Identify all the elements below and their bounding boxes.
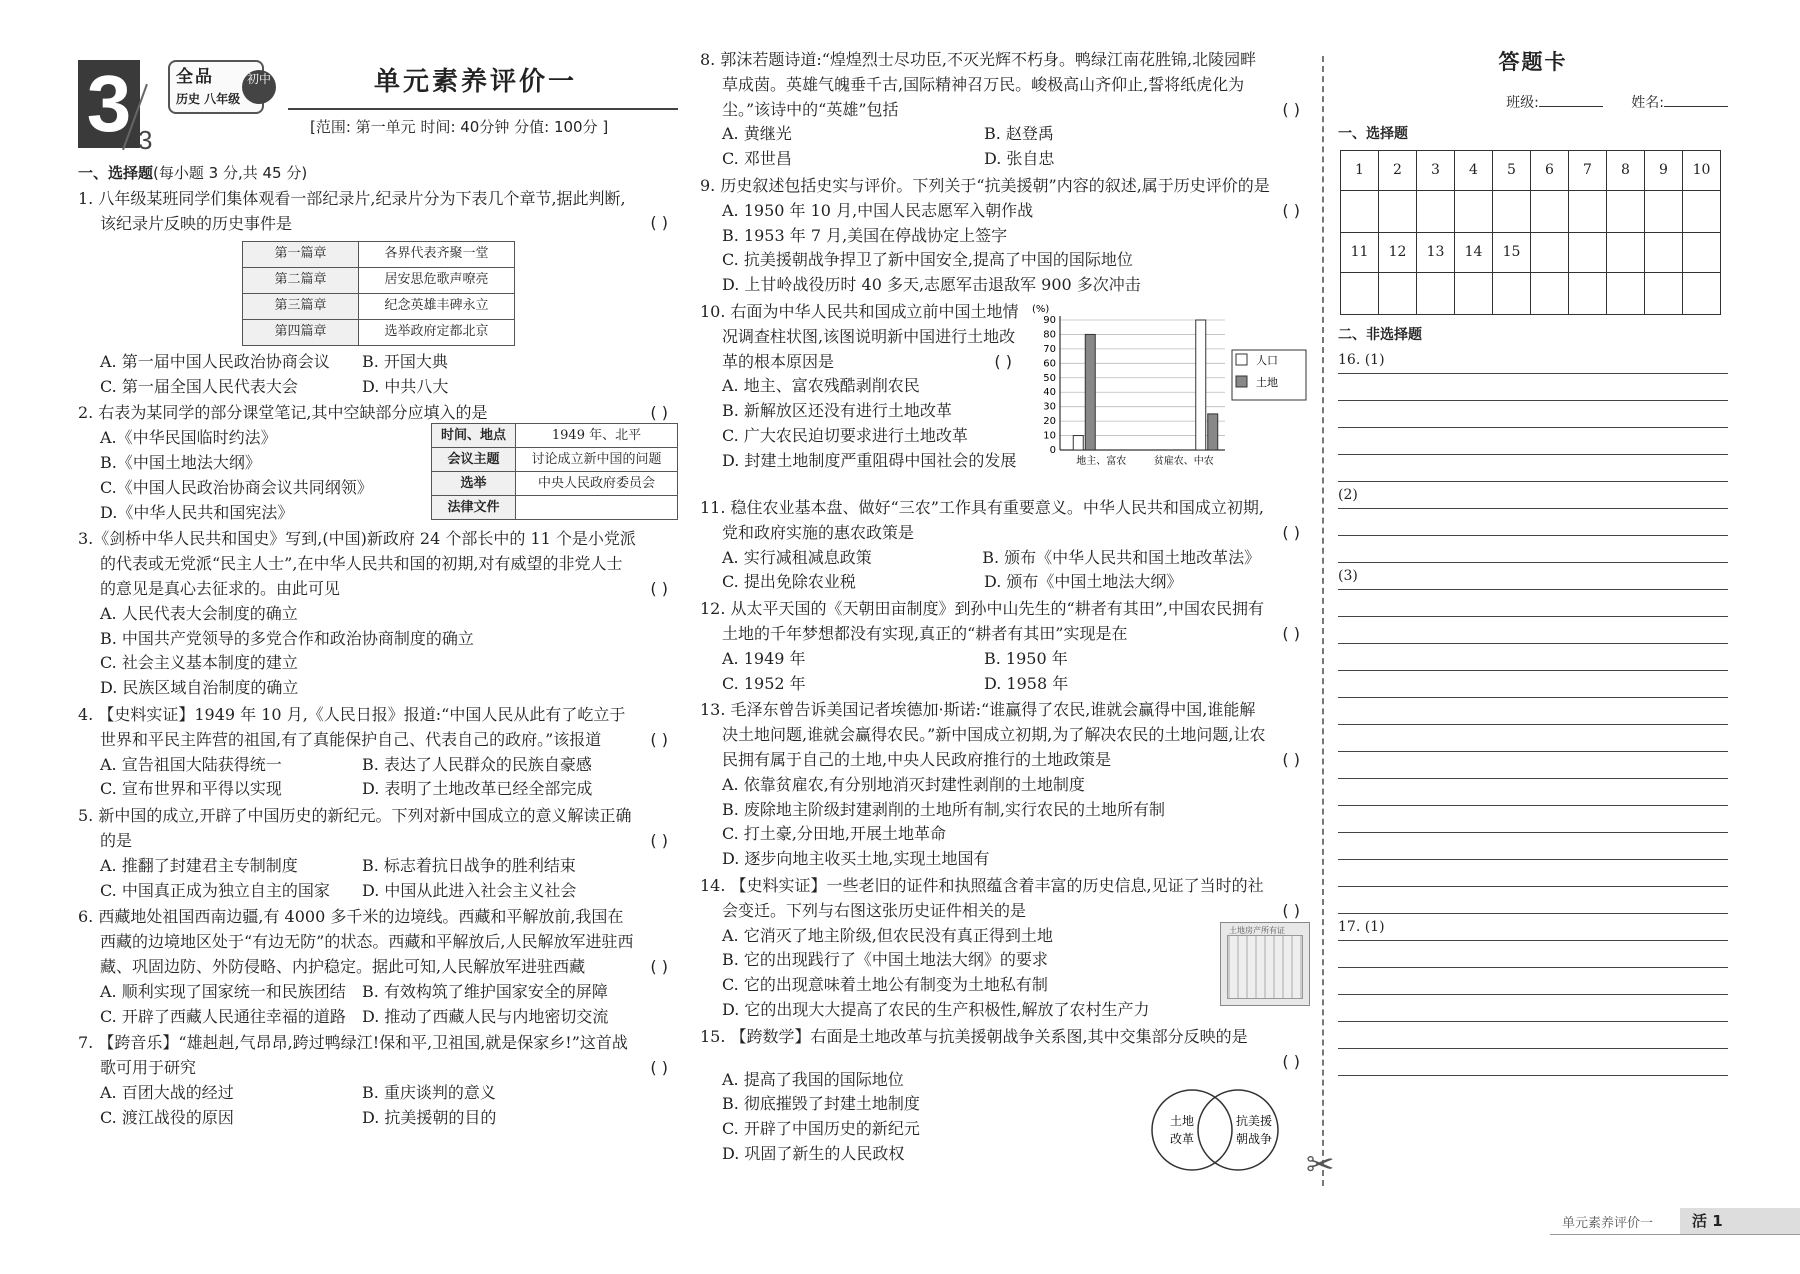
option-c[interactable]: C. 开辟了中国历史的新纪元 bbox=[722, 1119, 920, 1139]
option-b[interactable]: B. 彻底摧毁了封建土地制度 bbox=[722, 1094, 920, 1114]
option-b[interactable]: B. 中国共产党领导的多党合作和政治协商制度的确立 bbox=[100, 628, 474, 648]
answer-line[interactable] bbox=[1338, 590, 1728, 617]
answer-line[interactable] bbox=[1338, 968, 1728, 995]
question-number-cell: 4 bbox=[1455, 150, 1493, 190]
answer-cell[interactable] bbox=[1493, 190, 1531, 232]
answer-paren: ( ) bbox=[650, 403, 668, 423]
option-c[interactable]: C. 开辟了西藏人民通往幸福的道路 bbox=[100, 1006, 346, 1026]
header bbox=[78, 40, 678, 160]
option-b[interactable]: B. 有效构筑了维护国家安全的屏障 bbox=[362, 981, 608, 1001]
option-a[interactable]: A. 第一届中国人民政治协商会议 bbox=[100, 351, 330, 371]
options bbox=[700, 773, 1310, 872]
options bbox=[700, 546, 1310, 596]
page-number: 活 1 bbox=[1680, 1208, 1800, 1234]
option-b[interactable]: B. 1953 年 7 月,美国在停战协定上签字 bbox=[722, 225, 1008, 245]
answer-line[interactable] bbox=[1338, 752, 1728, 779]
option-a[interactable]: A. 1950 年 10 月,中国人民志愿军入朝作战 bbox=[722, 200, 1034, 220]
answer-paren: ( ) bbox=[1282, 1051, 1300, 1071]
brand-tag: 初中 bbox=[242, 70, 276, 104]
answer-line[interactable] bbox=[1338, 455, 1728, 482]
answer-cell[interactable] bbox=[1417, 272, 1455, 314]
options bbox=[78, 1081, 678, 1131]
option-d[interactable]: D. 张自忠 bbox=[984, 149, 1055, 169]
option-d[interactable]: D. 它的出现大大提高了农民的生产积极性,解放了农村生产力 bbox=[722, 999, 1150, 1019]
answer-line[interactable] bbox=[1338, 644, 1728, 671]
question-number-cell: 12 bbox=[1379, 232, 1417, 272]
answer-cell[interactable] bbox=[1417, 190, 1455, 232]
exam-scope: [范围: 第一单元 时间: 40分钟 分值: 100分 ] bbox=[310, 118, 609, 136]
certificate-caption: 土地房产所有证 bbox=[1229, 925, 1285, 935]
question-stem: 9. 历史叙述包括史实与评价。下列关于“抗美援朝”内容的叙述,属于历史评价的是 bbox=[700, 175, 1270, 195]
answer-paren: ( ) bbox=[650, 213, 668, 233]
land-certificate-image bbox=[1220, 922, 1310, 1006]
options bbox=[700, 122, 1310, 172]
certificate-body bbox=[1227, 935, 1303, 999]
notes-table bbox=[431, 423, 678, 520]
chapter-table bbox=[242, 241, 515, 346]
venn-left-label-2: 改革 bbox=[1170, 1131, 1195, 1146]
number-row bbox=[1341, 150, 1721, 190]
question-number-cell: 13 bbox=[1417, 232, 1455, 272]
brand-sub: 历史 八年级 bbox=[176, 92, 241, 106]
unit-sub: 3 bbox=[138, 125, 153, 155]
answer-paren: ( ) bbox=[1282, 624, 1300, 644]
option-a[interactable]: A. 提高了我国的国际地位 bbox=[722, 1069, 904, 1089]
option-b[interactable]: B. 新解放区还没有进行土地改革 bbox=[722, 401, 952, 421]
option-a[interactable]: A. 依靠贫雇农,有分别地消灭封建性剥削的土地制度 bbox=[722, 774, 1085, 794]
answer-row bbox=[1341, 190, 1721, 232]
option-b[interactable]: B. 废除地主阶级封建剥削的土地所有制,实行农民的土地所有制 bbox=[722, 799, 1166, 819]
y-tick-label: 50 bbox=[1043, 372, 1056, 384]
table-cell: 会议主题 bbox=[432, 448, 516, 472]
table-cell: 选举 bbox=[432, 472, 516, 496]
student-info bbox=[1338, 93, 1728, 115]
answer-cell[interactable] bbox=[1569, 272, 1607, 314]
question-number-cell: 6 bbox=[1531, 150, 1569, 190]
question-5 bbox=[78, 804, 678, 903]
question-3 bbox=[78, 527, 678, 701]
question-number-cell: 5 bbox=[1493, 150, 1531, 190]
option-b[interactable]: B. 1950 年 bbox=[984, 648, 1068, 668]
option-c[interactable]: C. 1952 年 bbox=[722, 673, 806, 693]
question-12 bbox=[700, 597, 1310, 696]
footer-rule bbox=[1550, 1234, 1800, 1235]
question-7 bbox=[78, 1031, 678, 1130]
answer-line[interactable] bbox=[1338, 536, 1728, 563]
answer-paren: ( ) bbox=[1282, 200, 1300, 220]
bar-土地 bbox=[1208, 414, 1218, 450]
name-label: 姓名: bbox=[1631, 94, 1664, 111]
legend-label: 土地 bbox=[1256, 375, 1278, 389]
option-a[interactable]: A. 它消灭了地主阶级,但农民没有真正得到土地 bbox=[722, 925, 1053, 945]
answer-paren: ( ) bbox=[650, 579, 668, 599]
question-stem: 8. 郭沫若题诗道:“煌煌烈士尽功臣,不灭光辉不朽身。鸭绿江南花胜锦,北陵园畔草成茵。英雄气魄垂千古,国际精神召万民。峻极高山齐仰止,誓将纸虎化为尘。”该诗中的“英雄”包括 bbox=[700, 50, 1257, 119]
y-tick-label: 90 bbox=[1043, 314, 1056, 326]
section-title: 一、选择题 bbox=[78, 164, 154, 182]
answer-line[interactable] bbox=[1338, 995, 1728, 1022]
answer-paren: ( ) bbox=[994, 351, 1012, 371]
answer-line[interactable] bbox=[1338, 428, 1728, 455]
venn-diagram bbox=[1140, 1085, 1290, 1175]
answer-line[interactable] bbox=[1338, 1049, 1728, 1076]
option-a[interactable]: A. 百团大战的经过 bbox=[100, 1082, 234, 1102]
x-tick-label: 贫雇农、中农 bbox=[1153, 455, 1214, 467]
table-row bbox=[243, 293, 515, 319]
question-number-cell: 8 bbox=[1607, 150, 1645, 190]
question-number-cell: 2 bbox=[1379, 150, 1417, 190]
card-section-open: 二、非选择题 bbox=[1338, 326, 1422, 343]
option-d[interactable]: D. 民族区域自治制度的确立 bbox=[100, 678, 299, 698]
card-section-choice: 一、选择题 bbox=[1338, 126, 1408, 143]
answer-line[interactable] bbox=[1338, 833, 1728, 860]
option-c[interactable]: C. 宣布世界和平得以实现 bbox=[100, 779, 282, 799]
question-number-cell: 1 bbox=[1341, 150, 1379, 190]
venn-left-circle bbox=[1152, 1090, 1232, 1170]
table-cell: 选举政府定都北京 bbox=[359, 319, 515, 345]
table-cell: 第四篇章 bbox=[243, 319, 359, 345]
y-tick-label: 20 bbox=[1043, 416, 1056, 428]
answer-cell[interactable] bbox=[1607, 272, 1645, 314]
answer-line[interactable] bbox=[1338, 509, 1728, 536]
class-label: 班级: bbox=[1506, 94, 1539, 111]
question-stem: 3.《剑桥中华人民共和国史》写到,(中国)新政府 24 个部长中的 11 个是小党派的代表或无党派“民主人士”,在中华人民共和国的初期,对有威望的非党人士的意见是真心去征求的。由此可见 bbox=[78, 529, 636, 599]
options bbox=[78, 854, 678, 904]
y-tick-label: 70 bbox=[1043, 343, 1056, 355]
class-field[interactable] bbox=[1539, 106, 1603, 107]
question-number-cell bbox=[1531, 232, 1569, 272]
left-column bbox=[78, 40, 678, 1131]
answer-paren: ( ) bbox=[650, 1058, 668, 1078]
option-a[interactable]: A. 实行减租减息政策 bbox=[722, 547, 872, 567]
unit-number: 3 bbox=[78, 60, 140, 148]
answer-paren: ( ) bbox=[650, 957, 668, 977]
section-heading-choice bbox=[78, 162, 678, 185]
option-a[interactable]: A. 地主、富农残酷剥削农民 bbox=[722, 376, 920, 396]
option-d[interactable]: D. 中共八大 bbox=[362, 376, 449, 396]
table-cell: 第二篇章 bbox=[243, 267, 359, 293]
table-row bbox=[432, 496, 678, 520]
answer-cell[interactable] bbox=[1607, 190, 1645, 232]
answer-line[interactable] bbox=[1338, 347, 1728, 374]
question-8 bbox=[700, 48, 1310, 172]
question-number-cell: 9 bbox=[1645, 150, 1683, 190]
table-cell: 时间、地点 bbox=[432, 424, 516, 448]
option-d[interactable]: D. 表明了土地改革已经全部完成 bbox=[362, 779, 593, 799]
y-tick-label: 10 bbox=[1043, 430, 1056, 442]
table-cell: 1949 年、北平 bbox=[516, 424, 678, 448]
y-axis-unit: (%) bbox=[1032, 303, 1050, 315]
table-row bbox=[243, 241, 515, 267]
question-stem: 13. 毛泽东曾告诉美国记者埃德加·斯诺:“谁赢得了农民,谁就会赢得中国,谁能解决土地问题,谁就会赢得农民。”新中国成立初期,为了解决农民的土地问题,让农民拥有属于自己的土地,中央人民政府推行的土地政策是 bbox=[700, 700, 1266, 769]
question-stem: 4. 【史料实证】1949 年 10 月,《人民日报》报道:“中国人民从此有了屹立于世界和平民主阵营的祖国,有了真能保护自己、代表自己的政府。”该报道 bbox=[78, 705, 626, 749]
answer-paren: ( ) bbox=[1282, 522, 1300, 542]
question-stem: 7. 【跨音乐】“雄赳赳,气昂昂,跨过鸭绿江!保和平,卫祖国,就是保家乡!”这首战歌可用于研究 bbox=[78, 1033, 628, 1078]
question-label: (2) bbox=[1338, 485, 1364, 507]
cut-line bbox=[1322, 56, 1324, 1186]
table-cell: 法律文件 bbox=[432, 496, 516, 520]
question-number-cell bbox=[1569, 232, 1607, 272]
option-c[interactable]: C. 提出免除农业税 bbox=[722, 572, 856, 592]
option-b[interactable]: B. 颁布《中华人民共和国土地改革法》 bbox=[982, 547, 1261, 567]
venn-right-label-1: 抗美援 bbox=[1236, 1113, 1273, 1128]
number-row bbox=[1341, 232, 1721, 272]
option-d[interactable]: D. 上甘岭战役历时 40 多天,志愿军击退敌军 900 多次冲击 bbox=[722, 275, 1141, 295]
question-10 bbox=[700, 300, 1310, 494]
section-note: (每小题 3 分,共 45 分) bbox=[153, 164, 308, 182]
answer-paren: ( ) bbox=[650, 831, 668, 851]
venn-right-label-2: 朝战争 bbox=[1236, 1131, 1273, 1146]
options bbox=[78, 602, 678, 701]
option-d[interactable]: D. 逐步向地主收买土地,实现土地国有 bbox=[722, 849, 990, 869]
answer-line[interactable] bbox=[1338, 482, 1728, 509]
choice-answer-grid bbox=[1340, 150, 1721, 315]
scissors-icon: ✂ bbox=[1306, 1145, 1335, 1185]
table-cell: 讨论成立新中国的问题 bbox=[516, 448, 678, 472]
table-row bbox=[432, 472, 678, 496]
table-row bbox=[432, 448, 678, 472]
option-b[interactable]: B. 它的出现践行了《中国土地法大纲》的要求 bbox=[722, 950, 1048, 970]
answer-line[interactable] bbox=[1338, 671, 1728, 698]
answer-paren: ( ) bbox=[1282, 900, 1300, 920]
venn-right-circle bbox=[1198, 1090, 1278, 1170]
option-a[interactable]: A.《中华民国临时约法》 bbox=[100, 428, 277, 448]
answer-cell[interactable] bbox=[1683, 190, 1721, 232]
option-a[interactable]: A. 推翻了封建君主专制制度 bbox=[100, 855, 298, 875]
question-14 bbox=[700, 874, 1310, 1023]
answer-line[interactable] bbox=[1338, 941, 1728, 968]
option-c[interactable]: C. 广大农民迫切要求进行土地改革 bbox=[722, 425, 968, 445]
question-stem: 15. 【跨数学】右面是土地改革与抗美援朝战争关系图,其中交集部分反映的是 bbox=[700, 1026, 1248, 1046]
question-stem: 12. 从太平天国的《天朝田亩制度》到孙中山先生的“耕者有其田”,中国农民拥有土地的千年梦想都没有实现,真正的“耕者有其田”实现是在 bbox=[700, 599, 1264, 643]
option-d[interactable]: D. 中国从此进入社会主义社会 bbox=[362, 880, 577, 900]
option-d[interactable]: D. 巩固了新生的人民政权 bbox=[722, 1143, 905, 1163]
title-rule bbox=[288, 108, 678, 110]
answer-line[interactable] bbox=[1338, 374, 1728, 401]
options bbox=[700, 647, 1310, 697]
option-b[interactable]: B. 标志着抗日战争的胜利结束 bbox=[362, 855, 576, 875]
question-stem: 1. 八年级某班同学们集体观看一部纪录片,纪录片分为下表几个章节,据此判断,该纪录片反映的历史事件是 bbox=[78, 189, 626, 234]
question-11 bbox=[700, 496, 1310, 595]
option-d[interactable]: D. 1958 年 bbox=[984, 673, 1069, 693]
bar-人口 bbox=[1196, 320, 1206, 450]
x-tick-label: 地主、富农 bbox=[1076, 455, 1127, 467]
table-cell bbox=[516, 496, 678, 520]
bar-人口 bbox=[1073, 436, 1083, 450]
page-title: 单元素养评价一 bbox=[374, 67, 578, 97]
option-a[interactable]: A. 顺利实现了国家统一和民族团结 bbox=[100, 981, 346, 1001]
answer-cell[interactable] bbox=[1379, 190, 1417, 232]
answer-paren: ( ) bbox=[1282, 750, 1300, 770]
legend-swatch bbox=[1236, 354, 1247, 365]
answer-card bbox=[1338, 40, 1728, 1076]
question-stem: 6. 西藏地处祖国西南边疆,有 4000 多千米的边境线。西藏和平解放前,我国在西藏的边境地区处于“有边无防”的状态。西藏和平解放后,人民解放军进驻西藏、巩固边防、外防侵略、内护稳定。据此可知,人民解放军进驻西藏 bbox=[78, 907, 634, 976]
answer-line[interactable] bbox=[1338, 401, 1728, 428]
option-b[interactable]: B. 赵登禹 bbox=[984, 124, 1054, 144]
answer-cell[interactable] bbox=[1645, 190, 1683, 232]
answer-cell[interactable] bbox=[1455, 190, 1493, 232]
option-b[interactable]: B. 表达了人民群众的民族自豪感 bbox=[362, 754, 592, 774]
answer-cell[interactable] bbox=[1379, 272, 1417, 314]
answer-line[interactable] bbox=[1338, 563, 1728, 590]
options bbox=[700, 924, 1310, 1023]
brand-logo bbox=[168, 60, 271, 114]
write-area bbox=[1338, 347, 1728, 1076]
y-tick-label: 0 bbox=[1049, 444, 1056, 456]
option-d[interactable]: D. 颁布《中国土地法大纲》 bbox=[984, 572, 1183, 592]
answer-line[interactable] bbox=[1338, 806, 1728, 833]
answer-cell[interactable] bbox=[1531, 272, 1569, 314]
question-13 bbox=[700, 698, 1310, 872]
question-stem: 10. 右面为中华人民共和国成立前中国土地情况调查柱状图,该图说明新中国进行土地改革的根本原因是 bbox=[700, 301, 1019, 371]
question-number-cell: 7 bbox=[1569, 150, 1607, 190]
option-c[interactable]: C. 中国真正成为独立自主的国家 bbox=[100, 880, 330, 900]
answer-line[interactable] bbox=[1338, 779, 1728, 806]
question-1 bbox=[78, 187, 678, 399]
table-cell: 第三篇章 bbox=[243, 293, 359, 319]
answer-line[interactable] bbox=[1338, 914, 1728, 941]
answer-cell[interactable] bbox=[1569, 190, 1607, 232]
option-b[interactable]: B. 开国大典 bbox=[362, 351, 448, 371]
answer-cell[interactable] bbox=[1531, 190, 1569, 232]
question-number-cell bbox=[1683, 232, 1721, 272]
question-number-cell bbox=[1645, 232, 1683, 272]
option-d[interactable]: D. 抗美援朝的目的 bbox=[362, 1107, 497, 1127]
question-number-cell: 3 bbox=[1417, 150, 1455, 190]
answer-row bbox=[1341, 272, 1721, 314]
answer-line[interactable] bbox=[1338, 617, 1728, 644]
question-number-cell: 15 bbox=[1493, 232, 1531, 272]
answer-line[interactable] bbox=[1338, 887, 1728, 914]
bar-土地 bbox=[1085, 334, 1095, 450]
table-cell: 中央人民政府委员会 bbox=[516, 472, 678, 496]
table-row bbox=[243, 319, 515, 345]
table-cell: 各界代表齐聚一堂 bbox=[359, 241, 515, 267]
table-row bbox=[243, 267, 515, 293]
name-field[interactable] bbox=[1664, 106, 1728, 107]
options bbox=[78, 753, 678, 803]
options bbox=[700, 199, 1310, 298]
legend-swatch bbox=[1236, 376, 1247, 387]
answer-paren: ( ) bbox=[650, 730, 668, 749]
y-tick-label: 40 bbox=[1043, 387, 1056, 399]
answer-line[interactable] bbox=[1338, 698, 1728, 725]
question-stem: 5. 新中国的成立,开辟了中国历史的新纪元。下列对新中国成立的意义解读正确的是 bbox=[78, 806, 632, 850]
option-b[interactable]: B.《中国土地法大纲》 bbox=[100, 453, 261, 473]
question-9 bbox=[700, 174, 1310, 298]
question-stem: 2. 右表为某同学的部分课堂笔记,其中空缺部分应填入的是 bbox=[78, 403, 488, 423]
table-cell: 纪念英雄丰碑永立 bbox=[359, 293, 515, 319]
question-label: 16. (1) bbox=[1338, 350, 1391, 372]
options bbox=[78, 980, 678, 1030]
answer-line[interactable] bbox=[1338, 860, 1728, 887]
option-c[interactable]: C. 它的出现意味着土地公有制变为土地私有制 bbox=[722, 975, 1048, 995]
options bbox=[700, 374, 1024, 473]
legend-label: 人口 bbox=[1256, 353, 1278, 367]
table-cell: 居安思危歌声嘹亮 bbox=[359, 267, 515, 293]
answer-paren: ( ) bbox=[1282, 100, 1300, 119]
question-number-cell: 10 bbox=[1683, 150, 1721, 190]
option-c[interactable]: C.《中国人民政治协商会议共同纲领》 bbox=[100, 477, 373, 497]
option-a[interactable]: A. 黄继光 bbox=[722, 124, 792, 144]
option-d[interactable]: D.《中华人民共和国宪法》 bbox=[100, 502, 294, 522]
option-a[interactable]: A. 1949 年 bbox=[722, 648, 806, 668]
y-tick-label: 80 bbox=[1043, 329, 1056, 341]
question-label: 17. (1) bbox=[1338, 917, 1391, 939]
venn-left-label-1: 土地 bbox=[1170, 1113, 1195, 1128]
question-4 bbox=[78, 703, 678, 802]
question-15 bbox=[700, 1025, 1310, 1175]
option-c[interactable]: C. 渡江战役的原因 bbox=[100, 1107, 234, 1127]
answer-cell[interactable] bbox=[1455, 272, 1493, 314]
question-number-cell bbox=[1607, 232, 1645, 272]
question-stem: 14. 【史料实证】一些老旧的证件和执照蕴含着丰富的历史信息,见证了当时的社会变迁。下列与右图这张历史证件相关的是 bbox=[700, 875, 1264, 920]
option-c[interactable]: C. 打土豪,分田地,开展土地革命 bbox=[722, 824, 947, 844]
question-label: (3) bbox=[1338, 566, 1364, 588]
brand-name: 全品 bbox=[176, 67, 214, 87]
question-stem: 11. 稳住农业基本盘、做好“三农”工作具有重要意义。中华人民共和国成立初期,党和政府实施的惠农政策是 bbox=[700, 497, 1264, 542]
y-tick-label: 30 bbox=[1043, 401, 1056, 413]
option-d[interactable]: D. 推动了西藏人民与内地密切交流 bbox=[362, 1006, 609, 1026]
answer-line[interactable] bbox=[1338, 1022, 1728, 1049]
question-number-cell: 14 bbox=[1455, 232, 1493, 272]
footer-label: 单元素养评价一 bbox=[1562, 1216, 1654, 1231]
table-row bbox=[432, 424, 678, 448]
middle-column bbox=[700, 46, 1310, 1175]
answer-cell[interactable] bbox=[1645, 272, 1683, 314]
answer-card-title: 答题卡 bbox=[1498, 50, 1568, 74]
option-d[interactable]: D. 封建土地制度严重阻碍中国社会的发展 bbox=[722, 450, 1017, 470]
land-survey-bar-chart bbox=[1030, 300, 1310, 480]
options bbox=[78, 350, 678, 400]
option-c[interactable]: C. 抗美援朝战争捍卫了新中国安全,提高了中国的国际地位 bbox=[722, 250, 1133, 270]
option-a[interactable]: A. 人民代表大会制度的确立 bbox=[100, 603, 298, 623]
option-c[interactable]: C. 第一届全国人民代表大会 bbox=[100, 376, 298, 396]
answer-cell[interactable] bbox=[1341, 272, 1379, 314]
question-6 bbox=[78, 905, 678, 1029]
question-2 bbox=[78, 401, 678, 525]
answer-cell[interactable] bbox=[1683, 272, 1721, 314]
answer-cell[interactable] bbox=[1493, 272, 1531, 314]
option-c[interactable]: C. 社会主义基本制度的建立 bbox=[100, 653, 298, 673]
answer-cell[interactable] bbox=[1341, 190, 1379, 232]
option-c[interactable]: C. 邓世昌 bbox=[722, 149, 792, 169]
table-cell: 第一篇章 bbox=[243, 241, 359, 267]
option-a[interactable]: A. 宣告祖国大陆获得统一 bbox=[100, 754, 282, 774]
answer-line[interactable] bbox=[1338, 725, 1728, 752]
option-b[interactable]: B. 重庆谈判的意义 bbox=[362, 1082, 496, 1102]
question-number-cell: 11 bbox=[1341, 232, 1379, 272]
y-tick-label: 60 bbox=[1043, 358, 1056, 370]
